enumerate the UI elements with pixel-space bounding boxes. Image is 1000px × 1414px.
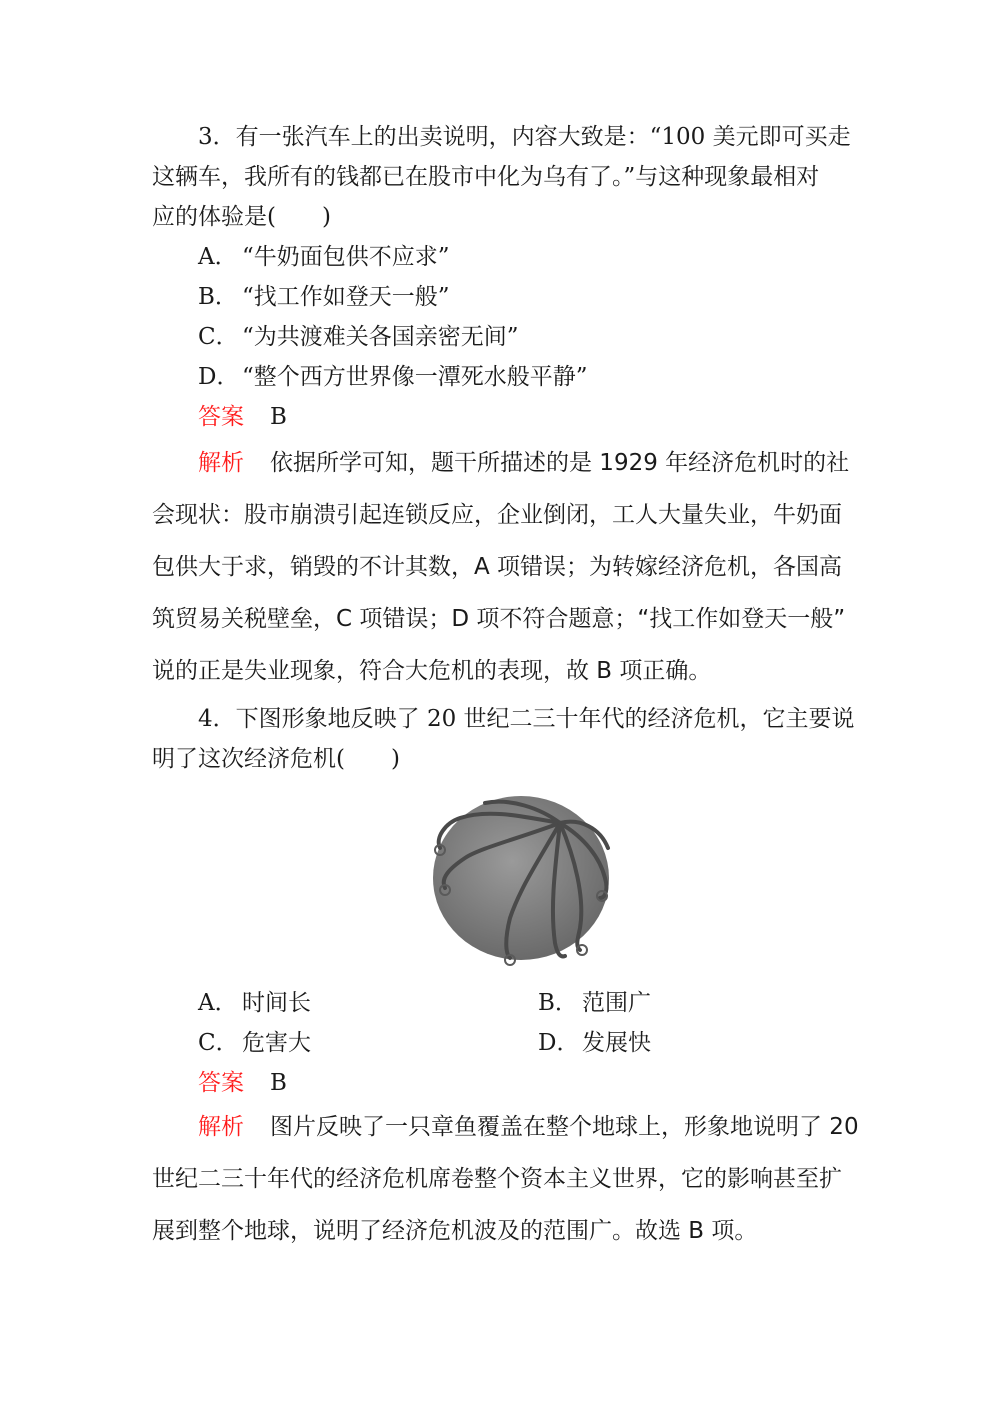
- analysis-text: 图片反映了一只章鱼覆盖在整个地球上，形象地说明了 20: [270, 1114, 859, 1140]
- octopus-globe-icon: [410, 778, 632, 968]
- option-text: 危害大: [242, 1030, 311, 1056]
- option-label: B．: [198, 284, 238, 310]
- analysis-text: 依据所学可知，题干所描述的是 1929 年经济危机时的社: [270, 450, 850, 476]
- option-text: “为共渡难关各国亲密无间”: [242, 324, 519, 350]
- option-label: D．: [538, 1030, 580, 1056]
- q3-stem-line-3: 应的体验是( ): [152, 204, 331, 230]
- analysis-label: 解析: [198, 1114, 244, 1140]
- option-text: 发展快: [582, 1030, 651, 1056]
- option-text: “整个西方世界像一潭死水般平静”: [242, 364, 588, 390]
- octopus-globe-image: [410, 778, 632, 968]
- q4-answer: [198, 1068, 287, 1098]
- q3-stem-line-2: 这辆车，我所有的钱都已在股市中化为乌有了。”与这种现象最相对: [152, 164, 820, 190]
- answer-value: B: [270, 404, 287, 430]
- q4-analysis-line-2: 世纪二三十年代的经济危机席卷整个资本主义世界，它的影响甚至扩: [152, 1166, 842, 1192]
- answer-label: 答案: [198, 404, 244, 430]
- option-label: D．: [198, 364, 240, 390]
- q3-analysis-line-5: 说的正是失业现象，符合大危机的表现，故 B 项正确。: [152, 658, 712, 684]
- q4-option-c: [198, 1028, 311, 1058]
- q3-option-d: [198, 362, 588, 392]
- analysis-label: 解析: [198, 450, 244, 476]
- option-text: “找工作如登天一般”: [242, 284, 450, 310]
- q4-analysis-line-3: 展到整个地球，说明了经济危机波及的范围广。故选 B 项。: [152, 1218, 758, 1244]
- option-label: B．: [538, 990, 578, 1016]
- q3-option-a: [198, 242, 450, 272]
- option-text: 时间长: [242, 990, 311, 1016]
- q4-analysis-line-1: [198, 1112, 859, 1142]
- q3-option-c: [198, 322, 519, 352]
- q3-analysis-line-3: 包供大于求，销毁的不计其数，A 项错误；为转嫁经济危机，各国高: [152, 554, 843, 580]
- answer-value: B: [270, 1070, 287, 1096]
- option-label: A．: [198, 990, 238, 1016]
- q4-option-b: [538, 988, 651, 1018]
- q3-answer: [198, 402, 287, 432]
- q4-stem-line-1: 4．下图形象地反映了 20 世纪二三十年代的经济危机，它主要说: [198, 706, 855, 732]
- answer-label: 答案: [198, 1070, 244, 1096]
- q4-option-d: [538, 1028, 651, 1058]
- q3-analysis-line-1: [198, 448, 849, 478]
- q3-stem-line-1: 3．有一张汽车上的出卖说明，内容大致是：“100 美元即可买走: [198, 124, 851, 150]
- q4-stem-line-2: 明了这次经济危机( ): [152, 746, 400, 772]
- option-label: A．: [198, 244, 238, 270]
- q3-analysis-line-2: 会现状：股市崩溃引起连锁反应，企业倒闭，工人大量失业，牛奶面: [152, 502, 842, 528]
- option-text: 范围广: [582, 990, 651, 1016]
- q4-option-a: [198, 988, 311, 1018]
- option-text: “牛奶面包供不应求”: [242, 244, 450, 270]
- q3-analysis-line-4: 筑贸易关税壁垒，C 项错误；D 项不符合题意；“找工作如登天一般”: [152, 606, 846, 632]
- q3-option-b: [198, 282, 450, 312]
- option-label: C．: [198, 324, 239, 350]
- option-label: C．: [198, 1030, 239, 1056]
